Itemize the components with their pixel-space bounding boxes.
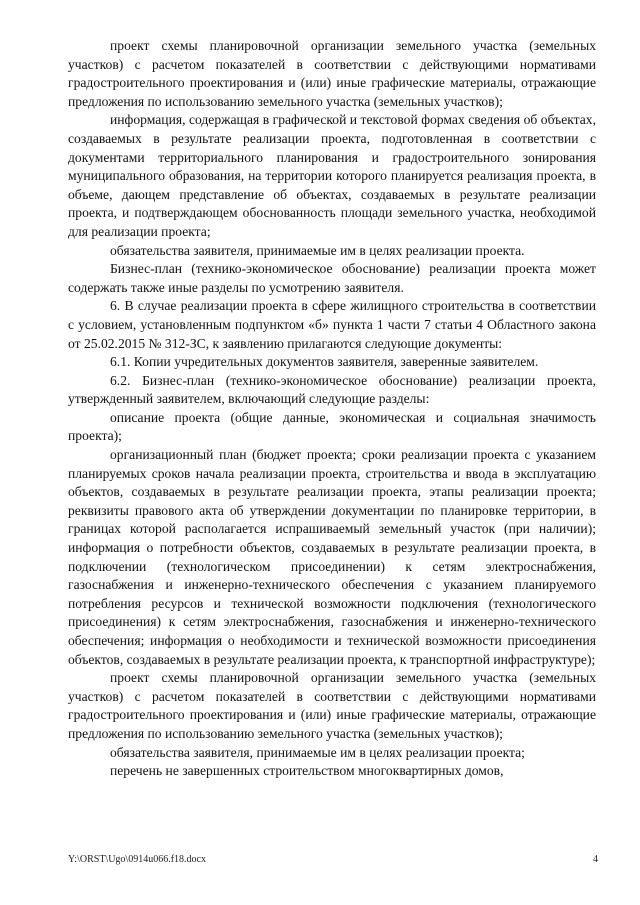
paragraph: описание проекта (общие данные, экономическая и социальная значимость проекта); xyxy=(68,409,596,444)
paragraph: 6. В случае реализации проекта в сфере жилищного строительства в соответствии с условием, установленным подпунктом «б» пункта 1 части 7 статьи 4 Областного закона от 25.02.2015 № 312-ЗС, к заявлению прилагаются следующие документы: xyxy=(68,298,596,351)
paragraph: 6.1. Копии учредительных документов заявителя, заверенные заявителем. xyxy=(110,354,539,370)
document-body xyxy=(68,37,596,781)
paragraph: организационный план (бюджет проекта; сроки реализации проекта с указанием планируемых сроков начала реализации проекта, строительства и ввода в эксплуатацию объектов, создаваемых в результате реализации проекта, этапы реализации проекта; реквизиты правового акта об утверждении документации по планировке территории, в границах которой располагается испрашиваемый земельный участок (при наличии); информация о потребности объектов, создаваемых в результате реализации проекта, в подключении (технологическом присоединении) к сетям электроснабжения, газоснабжения и инженерно-технического обеспечения с указанием планируемого потребления ресурсов и технической возможности подключения (технологического присоединения) к сетям электроснабжения, газоснабжения и инженерно-технического обеспечения; информация о необходимости и технической возможности присоединения объектов, создаваемых в результате реализации проекта, к транспортной инфраструктуре); xyxy=(68,447,596,667)
paragraph: проект схемы планировочной организации земельного участка (земельных участков) с расчетом показателей в соответствии с действующими нормативами градостроительного проектирования и (или) иные графические материалы, отражающие предложения по использованию земельного участка (земельных участков); xyxy=(68,38,596,109)
page-number: 4 xyxy=(593,854,598,865)
paragraph: Бизнес-план (технико-экономическое обоснование) реализации проекта может содержать также иные разделы по усмотрению заявителя. xyxy=(68,261,596,295)
paragraph: перечень не завершенных строительством многоквартирных домов, xyxy=(110,763,504,779)
paragraph: обязательства заявителя, принимаемые им в целях реализации проекта; xyxy=(110,744,525,760)
footer-file-path: Y:\ORST\Ugo\0914u066.f18.docx xyxy=(68,854,206,865)
paragraph: 6.2. Бизнес-план (технико-экономическое обоснование) реализации проекта, утвержденный заявителем, включающий следующие разделы: xyxy=(68,372,596,407)
paragraph: информация, содержащая в графической и текстовой формах сведения об объектах, создаваемых в результате реализации проекта, подготовленная в соответствии с документами территориального планирования и градостроительного зонирования муниципального образования, на территории которого планируется реализация проекта, в объеме, дающем представление об объектах, создаваемых в результате реализации проекта, и подтверждающем обоснованность площади земельного участка, необходимой для реализации проекта; xyxy=(68,112,596,239)
paragraph: обязательства заявителя, принимаемые им в целях реализации проекта. xyxy=(110,242,525,258)
paragraph: проект схемы планировочной организации земельного участка (земельных участков) с расчетом показателей в соответствии с действующими нормативами градостроительного проектирования и (или) иные графические материалы, отражающие предложения по использованию земельного участка (земельных участков); xyxy=(68,670,596,741)
